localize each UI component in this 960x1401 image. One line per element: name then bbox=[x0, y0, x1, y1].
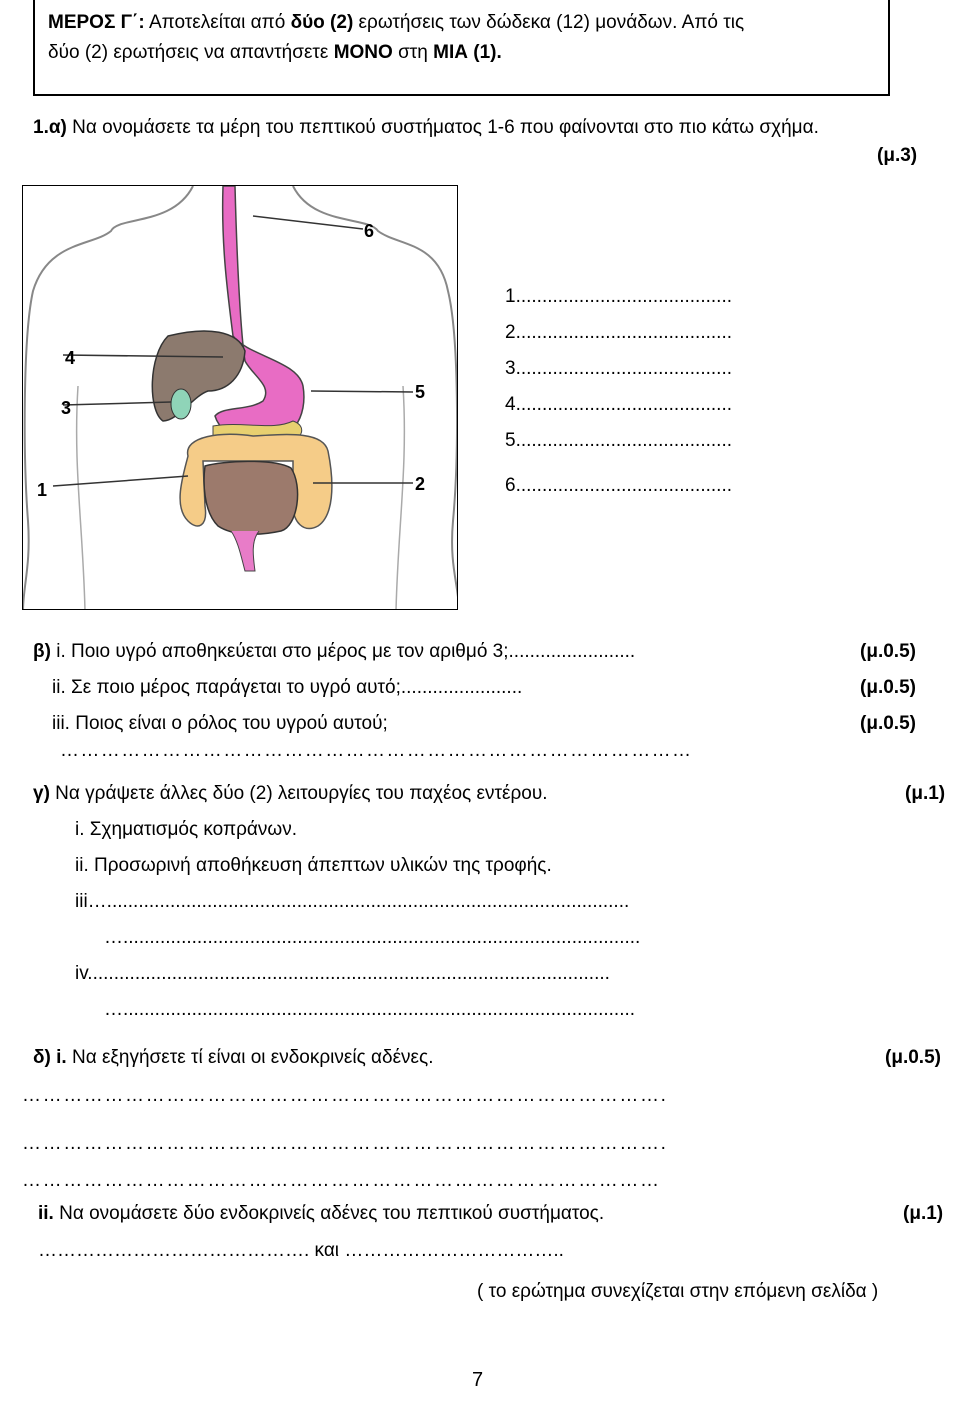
instructions-line-2: δύο (2) ερωτήσεις να απαντήσετε ΜΟΝΟ στη ΜΙΑ (1). bbox=[48, 42, 502, 63]
diagram-label-6: 6 bbox=[364, 221, 375, 241]
question-1b-ii: ii. Σε ποιο μέρος παράγεται το υγρό αυτό;....................... bbox=[52, 677, 523, 698]
diagram-label-4: 4 bbox=[65, 348, 76, 368]
question-1d-ii-marks: (μ.1) bbox=[903, 1203, 944, 1224]
answer-1c-iv: iv................................................................................................... bbox=[75, 963, 610, 984]
diagram-label-3: 3 bbox=[61, 398, 72, 418]
digestive-system-diagram bbox=[22, 185, 458, 610]
question-1b-iii: iii. Ποιος είναι ο ρόλος του υγρού αυτού; bbox=[52, 713, 388, 734]
question-1d-ii: ii. Να ονομάσετε δύο ενδοκρινείς αδένες του πεπτικού συστήματος. bbox=[38, 1203, 605, 1224]
answer-line-4: 4......................................... bbox=[505, 394, 732, 415]
answer-1c-iv-continued: …................................................................................................. bbox=[104, 999, 636, 1020]
question-1a: 1.α) Να ονομάσετε τα μέρη του πεπτικού συστήματος 1-6 που φαίνονται στο πιο κάτω σχήμα. bbox=[33, 117, 819, 138]
answer-1c-iii: iii…................................................................................................... bbox=[75, 891, 630, 912]
answer-1c-ii: ii. Προσωρινή αποθήκευση άπεπτων υλικών της τροφής. bbox=[75, 855, 552, 876]
digestive-system-illustration bbox=[23, 186, 458, 610]
answer-1c-iii-continued: ….................................................................................................. bbox=[104, 927, 641, 948]
instructions-line-1: ΜΕΡΟΣ Γ΄: Αποτελείται από δύο (2) ερωτήσεις των δώδεκα (12) μονάδων. Από τις bbox=[48, 12, 745, 33]
question-1a-marks: (μ.3) bbox=[877, 145, 918, 166]
answer-dots-1d-3: ………………………………………………………………………………… bbox=[22, 1170, 661, 1191]
answer-line-6: 6......................................... bbox=[505, 475, 732, 496]
answer-dots-1b: ………………………………………………………………………………… bbox=[60, 740, 693, 761]
diagram-label-1: 1 bbox=[37, 480, 48, 500]
answer-line-1: 1......................................... bbox=[505, 286, 732, 307]
question-1d-i: δ) i. Να εξηγήσετε τί είναι οι ενδοκρινείς αδένες. bbox=[33, 1047, 434, 1068]
answer-line-5: 5......................................... bbox=[505, 430, 732, 451]
answer-dots-1d-2: …………………………………………………………………………………. bbox=[22, 1133, 668, 1154]
question-1c: γ) Να γράψετε άλλες δύο (2) λειτουργίες του παχέος εντέρου. bbox=[33, 783, 548, 804]
answer-1d-ii: ……………………………………. και …………………………….. bbox=[38, 1240, 564, 1261]
question-1b-i-marks: (μ.0.5) bbox=[860, 641, 916, 662]
page-number: 7 bbox=[472, 1369, 484, 1391]
answer-1c-i: i. Σχηματισμός κοπράνων. bbox=[75, 819, 297, 840]
answer-dots-1d-1: …………………………………………………………………………………. bbox=[22, 1085, 668, 1106]
question-1b-i: β) i. Ποιο υγρό αποθηκεύεται στο μέρος με τον αριθμό 3;........................ bbox=[33, 641, 636, 662]
answer-line-2: 2......................................... bbox=[505, 322, 732, 343]
question-1c-marks: (μ.1) bbox=[905, 783, 946, 804]
question-1b-iii-marks: (μ.0.5) bbox=[860, 713, 916, 734]
answer-line-3: 3......................................... bbox=[505, 358, 732, 379]
diagram-label-2: 2 bbox=[415, 474, 426, 494]
diagram-label-5: 5 bbox=[415, 382, 426, 402]
question-1d-i-marks: (μ.0.5) bbox=[885, 1047, 941, 1068]
question-1b-ii-marks: (μ.0.5) bbox=[860, 677, 916, 698]
continue-note: ( το ερώτημα συνεχίζεται στην επόμενη σελίδα ) bbox=[477, 1281, 879, 1302]
